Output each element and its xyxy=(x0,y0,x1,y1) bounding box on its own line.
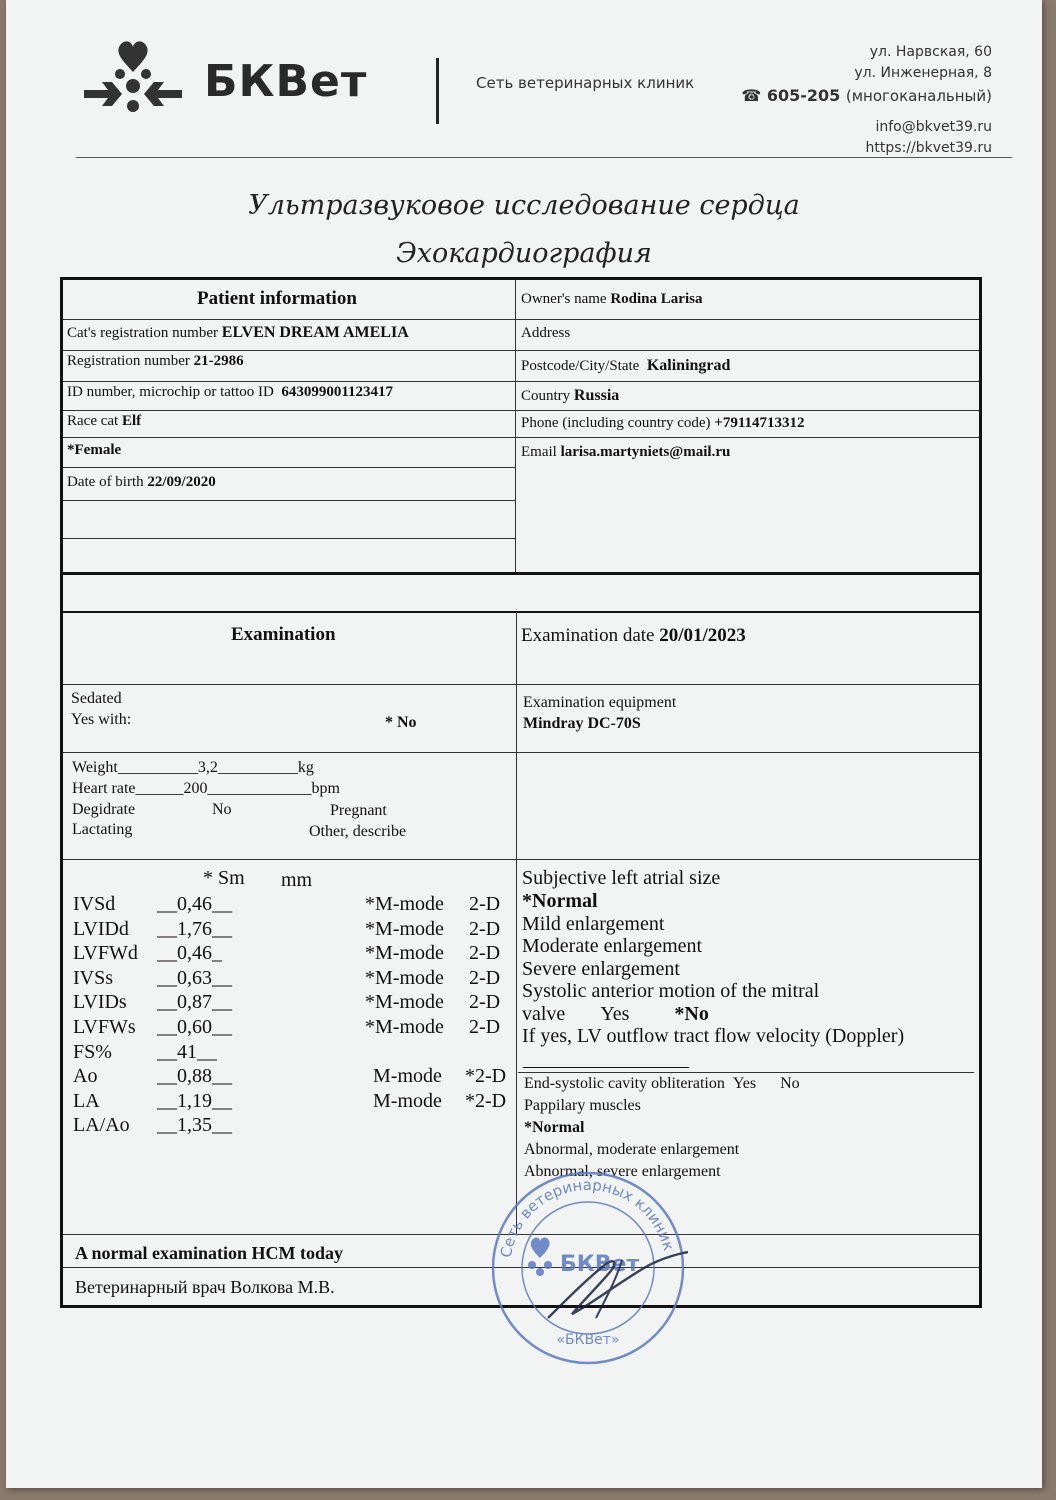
owner-name-value: Rodina Larisa xyxy=(610,291,703,307)
document-title: Ультразвуковое исследование сердца xyxy=(248,190,800,221)
units-sm: * Sm xyxy=(203,867,245,889)
measurement-name: LVIDd xyxy=(73,918,129,940)
weight-row: Weight__________3,2__________kg xyxy=(72,759,314,776)
clinic-phone xyxy=(741,85,992,107)
exam-date-row xyxy=(521,625,746,647)
obliteration-no: No xyxy=(780,1075,800,1092)
clinic-address-1: ул. Нарвская, 60 xyxy=(869,44,992,60)
owner-country-label: Country xyxy=(521,388,571,404)
measurement-name: FS% xyxy=(73,1041,112,1063)
weight-unit: kg xyxy=(297,759,314,776)
measurement-name: LVIDs xyxy=(73,991,127,1013)
race-label: Race cat xyxy=(67,413,119,429)
clinic-contacts xyxy=(741,42,992,159)
measurement-mode-m: *M-mode xyxy=(365,1016,444,1038)
papillary-label: Pappilary muscles xyxy=(524,1097,641,1114)
measurement-mode-m: *M-mode xyxy=(365,918,444,940)
bkvet-logo-icon xyxy=(78,38,188,118)
measurement-mode-m: *M-mode xyxy=(365,967,444,989)
reg-name-value: ELVEN DREAM AMELIA xyxy=(221,324,409,341)
measurement-value: __1,19__ xyxy=(157,1090,232,1112)
measurement-mode-m: *M-mode xyxy=(365,893,444,915)
clinic-address-2: ул. Инженерная, 8 xyxy=(854,65,992,81)
measurement-mode-2d: 2-D xyxy=(469,991,501,1013)
measurement-name: Ao xyxy=(73,1065,98,1087)
measurement-value: __41__ xyxy=(157,1041,217,1063)
owner-email-row xyxy=(521,444,730,461)
measurement-value: __0,88__ xyxy=(157,1065,232,1087)
sam-yes: Yes xyxy=(600,1003,630,1025)
equipment-value: Mindray DC-70S xyxy=(523,715,641,732)
race-value: Elf xyxy=(121,413,142,429)
owner-name-row xyxy=(521,291,702,308)
exam-date-label: Examination date xyxy=(521,625,655,646)
document-subtitle: Эхокардиография xyxy=(396,238,652,269)
patient-info-heading: Patient information xyxy=(197,288,357,309)
reg-number-row xyxy=(67,353,244,370)
race-row xyxy=(67,413,141,430)
owner-city-label: Postcode/City/State xyxy=(521,358,640,374)
atrial-moderate: Moderate enlargement xyxy=(522,935,703,957)
measurement-mode-m: *M-mode xyxy=(365,942,444,964)
id-row xyxy=(67,384,393,401)
document-page xyxy=(6,0,1042,1488)
owner-country-row xyxy=(521,387,619,405)
measurement-name: IVSs xyxy=(73,967,114,989)
owner-phone-row xyxy=(521,415,805,432)
papillary-severe: Abnormal, severe enlargement xyxy=(524,1163,721,1180)
dob-value: 22/09/2020 xyxy=(147,474,216,490)
measurement-value: __0,46_ xyxy=(157,942,222,964)
velocity-blank-line xyxy=(523,1067,689,1068)
owner-name-label: Owner's name xyxy=(521,291,607,307)
measurement-mode-m: *M-mode xyxy=(365,991,444,1013)
atrial-mild: Mild enlargement xyxy=(522,913,665,935)
clinic-website: https://bkvet39.ru xyxy=(865,140,992,156)
pregnant-label: Pregnant xyxy=(330,802,387,819)
measurement-name: LA/Ao xyxy=(73,1114,130,1136)
owner-city-row xyxy=(521,357,730,375)
equipment-label: Examination equipment xyxy=(523,694,677,711)
sedated-no-selected: * No xyxy=(385,714,417,731)
hr-unit: bpm xyxy=(311,780,340,797)
reg-name-row xyxy=(67,324,409,342)
stamp-ring-text: Сеть ветеринарных клиник xyxy=(496,1175,678,1259)
owner-address-label: Address xyxy=(521,325,571,341)
dob-label: Date of birth xyxy=(67,474,144,490)
clinic-stamp xyxy=(488,1168,688,1368)
conclusion: A normal examination HCM today xyxy=(75,1243,343,1263)
obliteration-row xyxy=(524,1075,800,1093)
patient-info-box xyxy=(60,277,982,575)
degidrate-label: Degidrate xyxy=(72,801,136,818)
measurement-mode-m: M-mode xyxy=(373,1065,442,1087)
papillary-normal-selected: *Normal xyxy=(524,1119,585,1136)
owner-city-value: Kaliningrad xyxy=(646,357,731,374)
weight-label: Weight xyxy=(72,759,118,776)
measurement-name: LVFWs xyxy=(73,1016,136,1038)
atrial-normal-selected: *Normal xyxy=(522,890,598,912)
owner-email-value: larisa.martyniets@mail.ru xyxy=(560,444,731,460)
brand-tagline: Сеть ветеринарных клиник xyxy=(476,74,695,92)
measurement-value: __1,35__ xyxy=(157,1114,232,1136)
reg-number-label: Registration number xyxy=(67,353,190,369)
sex-value: *Female xyxy=(67,442,122,458)
owner-country-value: Russia xyxy=(573,387,620,404)
obliteration-label: End-systolic cavity obliteration xyxy=(524,1075,725,1092)
measurement-mode-2d: *2-D xyxy=(465,1065,507,1087)
owner-email-label: Email xyxy=(521,444,557,460)
measurement-value: __0,63__ xyxy=(157,967,232,989)
measurement-value: __0,46__ xyxy=(157,893,232,915)
other-describe-label: Other, describe xyxy=(309,823,407,840)
measurement-mode-2d: 2-D xyxy=(469,1016,501,1038)
brand-divider xyxy=(436,58,439,124)
sam-valve-row xyxy=(522,1003,709,1026)
sam-valve-label: valve xyxy=(522,1003,566,1025)
papillary-moderate: Abnormal, moderate enlargement xyxy=(524,1141,740,1158)
weight-value: 3,2 xyxy=(197,759,218,776)
degidrate-value: No xyxy=(212,801,232,818)
measurement-mode-2d: 2-D xyxy=(469,942,501,964)
measurement-name: LA xyxy=(73,1090,100,1112)
owner-phone-label: Phone (including country code) xyxy=(521,415,711,431)
dob-row xyxy=(67,474,216,491)
measurement-value: __0,87__ xyxy=(157,991,232,1013)
measurement-mode-m: M-mode xyxy=(373,1090,442,1112)
examination-heading: Examination xyxy=(231,624,336,645)
clinic-email: info@bkvet39.ru xyxy=(875,119,992,135)
heart-rate-row: Heart rate______200_____________bpm xyxy=(72,780,340,797)
phone-number: 605-205 xyxy=(766,86,841,105)
owner-phone-value: +79114713312 xyxy=(714,415,805,431)
measurement-mode-2d: 2-D xyxy=(469,918,501,940)
id-label: ID number, microchip or tattoo ID xyxy=(67,384,274,400)
measurement-name: IVSd xyxy=(73,893,116,915)
phone-note: (многоканальный) xyxy=(845,87,992,105)
measurement-value: __0,60__ xyxy=(157,1016,232,1038)
reg-number-value: 21-2986 xyxy=(193,353,244,369)
phone-icon: ☎ xyxy=(741,86,762,105)
sedated-yes: Yes with: xyxy=(71,711,132,728)
lactating-label: Lactating xyxy=(72,821,133,838)
measurement-mode-2d: 2-D xyxy=(469,893,501,915)
measurement-value: __1,76__ xyxy=(157,918,232,940)
stamp-heart-icon xyxy=(528,1238,552,1276)
doctor-signature-line: Ветеринарный врач Волкова М.В. xyxy=(75,1277,335,1297)
sam-no-selected: *No xyxy=(674,1003,709,1025)
exam-date-value: 20/01/2023 xyxy=(659,625,746,646)
measurement-mode-2d: *2-D xyxy=(465,1090,507,1112)
atrial-size-title: Subjective left atrial size xyxy=(522,867,721,889)
sedated-label: Sedated xyxy=(71,690,122,707)
atrial-severe: Severe enlargement xyxy=(522,958,680,980)
outflow-velocity-line: If yes, LV outflow tract flow velocity (Doppler) xyxy=(522,1025,905,1047)
reg-name-label: Cat's registration number xyxy=(67,325,219,341)
sex-row xyxy=(67,442,121,459)
stamp-center-text: БКВет xyxy=(560,1252,640,1277)
measurement-name: LVFWd xyxy=(73,942,138,964)
stamp-bottom-text: «БКВет» xyxy=(556,1332,620,1348)
hr-value: 200 xyxy=(183,780,208,797)
header-divider xyxy=(76,157,1012,158)
sam-line: Systolic anterior motion of the mitral xyxy=(522,980,820,1002)
units-mm: mm xyxy=(281,869,313,891)
measurement-mode-2d: 2-D xyxy=(469,967,501,989)
id-value: 643099001123417 xyxy=(281,384,394,400)
obliteration-yes: Yes xyxy=(732,1075,757,1092)
brand-name: БКВет xyxy=(204,56,368,107)
hr-label: Heart rate xyxy=(72,780,136,797)
